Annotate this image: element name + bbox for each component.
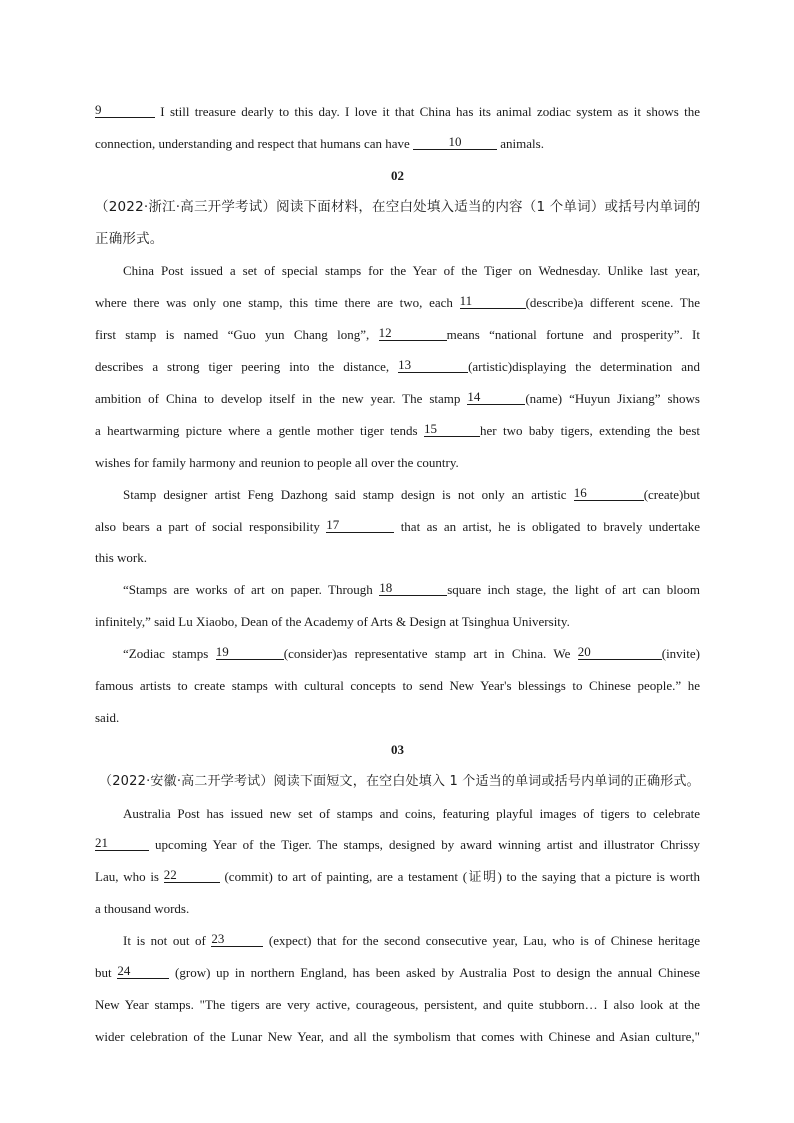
answer-blank-20[interactable]: 20 — [578, 644, 662, 660]
answer-blank-17[interactable]: 17 — [326, 517, 394, 533]
text-line: Lau, who is 22 (commit) to art of painting, are a testament (证明) to the saying that a picture is worth — [95, 867, 700, 885]
text-line: wishes for family harmony and reunion to people all over the country. — [95, 454, 459, 470]
text-line: New Year stamps. "The tigers are very active, courageous, persistent, and quite stubborn… I also look at the — [95, 996, 700, 1012]
text-line: It is not out of 23 (expect) that for the second consecutive year, Lau, who is of Chinese heritage — [123, 931, 700, 949]
answer-blank-12[interactable]: 12 — [379, 325, 447, 341]
text-line: Stamp designer artist Feng Dazhong said stamp design is not only an artistic 16 (create)but — [123, 484, 700, 502]
text-line: 21 upcoming Year of the Tiger. The stamps, designed by award winning artist and illustrator Chrissy — [95, 835, 700, 853]
document-page — [95, 96, 700, 1053]
section-heading-03: 03 — [391, 741, 404, 757]
text-line: but 24 (grow) up in northern England, has been asked by Australia Post to design the annual Chinese — [95, 963, 700, 981]
text-line: first stamp is named “Guo yun Chang long”, 12 means “national fortune and prosperity”. It — [95, 325, 700, 343]
answer-blank-19[interactable]: 19 — [216, 644, 284, 660]
text-line: said. — [95, 709, 120, 725]
answer-blank-21[interactable]: 21 — [95, 835, 149, 851]
text-line: ambition of China to develop itself in the new year. The stamp 14 (name) “Huyun Jixiang” shows — [95, 389, 700, 407]
text-line: a heartwarming picture where a gentle mother tiger tends 15 her two baby tigers, extending the best — [95, 420, 700, 438]
text-line: China Post issued a set of special stamps for the Year of the Tiger on Wednesday. Unlike last year, — [123, 263, 700, 279]
section-instruction: （2022·安徽·高二开学考试）阅读下面短文，在空白处填入 1 个适当的单词或括号内单词的正确形式。 — [99, 773, 700, 789]
answer-blank-18[interactable]: 18 — [379, 580, 447, 596]
section-instruction: （2022·浙江·高三开学考试）阅读下面材料，在空白处填入适当的内容（1 个单词）或括号内单词的 — [95, 198, 701, 215]
text-line: where there was only one stamp, this time there are two, each 11 (describe)a different scene. The — [95, 293, 700, 311]
section-heading-02: 02 — [391, 167, 404, 183]
answer-blank-14[interactable]: 14 — [467, 389, 525, 405]
text-line: connection, understanding and respect that humans can have 10 animals. — [95, 133, 544, 151]
answer-blank-9[interactable]: 9 — [95, 102, 155, 118]
answer-blank-24[interactable]: 24 — [117, 963, 169, 979]
text-line: infinitely,” said Lu Xiaobo, Dean of the Academy of Arts & Design at Tsinghua University. — [95, 614, 570, 630]
text-line: this work. — [95, 550, 147, 566]
answer-blank-22[interactable]: 22 — [164, 867, 220, 883]
section-instruction: 正确形式。 — [95, 230, 164, 247]
answer-blank-13[interactable]: 13 — [398, 357, 468, 373]
text-line: “Zodiac stamps 19 (consider)as representative stamp art in China. We 20 (invite) — [123, 644, 700, 662]
text-line: describes a strong tiger peering into the distance, 13 (artistic)displaying the determination and — [95, 357, 700, 375]
answer-blank-16[interactable]: 16 — [574, 485, 644, 501]
text-line: wider celebration of the Lunar New Year, and all the symbolism that comes with Chinese and Asian culture," — [95, 1028, 700, 1044]
text-line: 9 I still treasure dearly to this day. I love it that China has its animal zodiac system as it shows the — [95, 102, 700, 119]
text-line: famous artists to create stamps with cultural concepts to send New Year's blessings to Chinese people.” he — [95, 678, 700, 694]
answer-blank-10[interactable]: 10 — [413, 134, 497, 150]
text-line: also bears a part of social responsibility 17 that as an artist, he is obligated to bravely undertake — [95, 516, 701, 534]
answer-blank-11[interactable]: 11 — [460, 293, 526, 309]
text-line: a thousand words. — [95, 901, 190, 917]
text-line: Australia Post has issued new set of stamps and coins, featuring playful images of tigers to celebrate — [123, 805, 700, 821]
answer-blank-23[interactable]: 23 — [211, 931, 263, 947]
text-line: “Stamps are works of art on paper. Through 18 square inch stage, the light of art can bloom — [123, 580, 700, 598]
answer-blank-15[interactable]: 15 — [424, 421, 480, 437]
